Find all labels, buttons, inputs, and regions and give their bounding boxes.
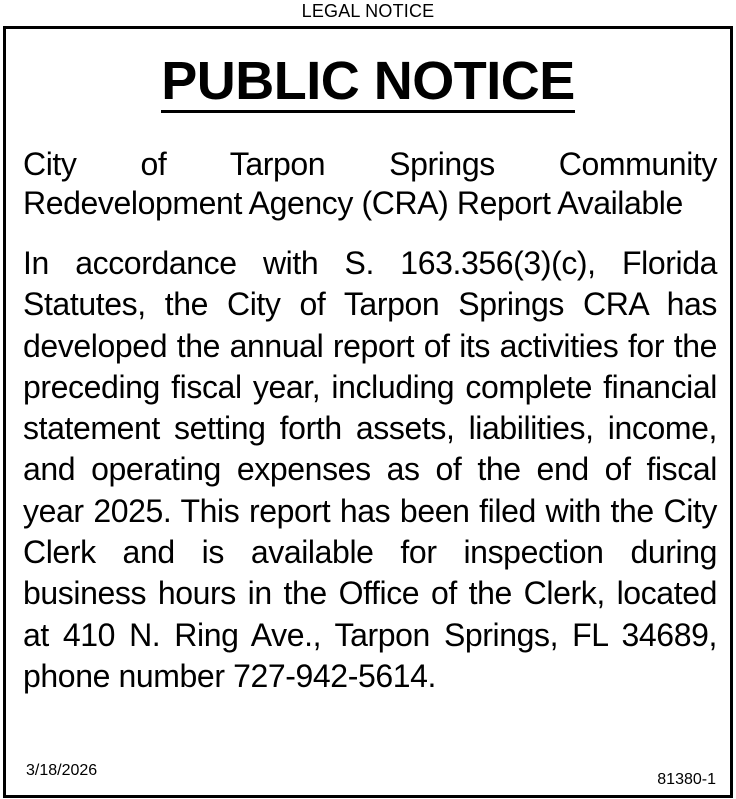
notice-body: In accordance with S. 163.356(3)(c), Florida Statutes, the City of Tarpon Springs CRA has developed the annual report of its activities for the preceding fiscal year, including complete financial statement setting forth assets, liabilities, income, and operating expenses as of the end of fiscal year 2025. This report has been filed with the City Clerk and is available for inspection during business hours in the Office of the Clerk, located at 410 N. Ring Ave., Tarpon Springs, FL 34689, phone number 727-942-5614. — [23, 245, 717, 694]
section-label: LEGAL NOTICE — [301, 1, 435, 21]
notice-title-container — [6, 53, 730, 113]
notice-subtitle: City of Tarpon Springs Community Redevelopment Agency (CRA) Report Available — [23, 146, 717, 221]
notice-title: PUBLIC NOTICE — [161, 51, 575, 111]
legal-notice-box — [3, 26, 733, 798]
publication-date: 3/18/2026 — [26, 762, 98, 779]
reference-number: 81380-1 — [657, 771, 716, 788]
